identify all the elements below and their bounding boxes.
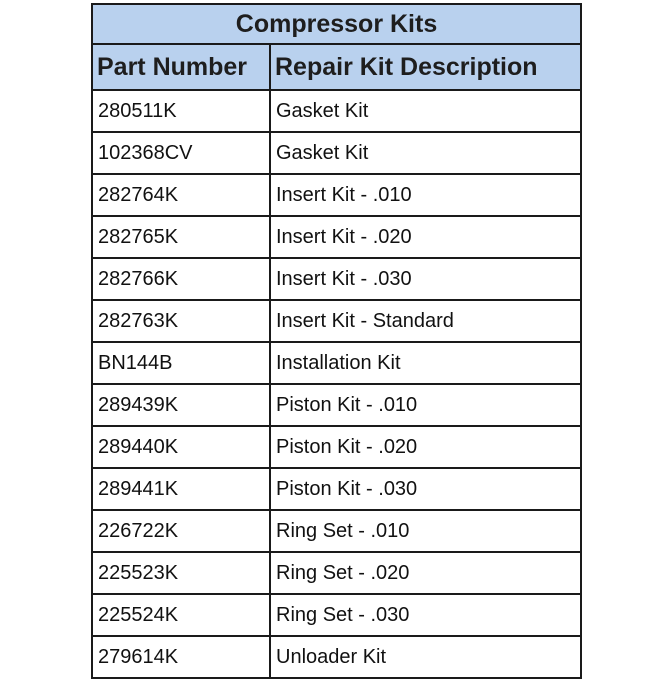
table-row [92, 216, 581, 258]
description-cell: Ring Set - .010 [270, 510, 581, 552]
part-number-cell: BN144B [92, 342, 270, 384]
description-cell: Installation Kit [270, 342, 581, 384]
description-cell: Unloader Kit [270, 636, 581, 678]
part-number-cell: 280511K [92, 90, 270, 132]
part-number-cell: 282763K [92, 300, 270, 342]
table-row [92, 468, 581, 510]
description-cell: Insert Kit - .020 [270, 216, 581, 258]
part-number-cell: 282764K [92, 174, 270, 216]
header-description: Repair Kit Description [270, 44, 581, 90]
part-number-cell: 289440K [92, 426, 270, 468]
table-row [92, 300, 581, 342]
part-number-cell: 282765K [92, 216, 270, 258]
header-part-number: Part Number [92, 44, 270, 90]
part-number-cell: 282766K [92, 258, 270, 300]
table-row [92, 384, 581, 426]
part-number-cell: 279614K [92, 636, 270, 678]
part-number-cell: 289439K [92, 384, 270, 426]
description-cell: Gasket Kit [270, 90, 581, 132]
part-number-cell: 226722K [92, 510, 270, 552]
table-row [92, 510, 581, 552]
table-row [92, 594, 581, 636]
description-cell: Ring Set - .030 [270, 594, 581, 636]
table-row [92, 258, 581, 300]
part-number-cell: 225523K [92, 552, 270, 594]
description-cell: Piston Kit - .020 [270, 426, 581, 468]
table-row [92, 90, 581, 132]
description-cell: Ring Set - .020 [270, 552, 581, 594]
title-row [92, 4, 581, 44]
header-row [92, 44, 581, 90]
description-cell: Gasket Kit [270, 132, 581, 174]
table-row [92, 174, 581, 216]
table-row [92, 342, 581, 384]
description-cell: Insert Kit - .030 [270, 258, 581, 300]
table-row [92, 552, 581, 594]
part-number-cell: 289441K [92, 468, 270, 510]
table-row [92, 426, 581, 468]
description-cell: Insert Kit - Standard [270, 300, 581, 342]
description-cell: Piston Kit - .030 [270, 468, 581, 510]
table-row [92, 132, 581, 174]
part-number-cell: 225524K [92, 594, 270, 636]
table-row [92, 636, 581, 678]
description-cell: Piston Kit - .010 [270, 384, 581, 426]
description-cell: Insert Kit - .010 [270, 174, 581, 216]
table-title: Compressor Kits [92, 4, 581, 44]
part-number-cell: 102368CV [92, 132, 270, 174]
compressor-kits-table [91, 3, 582, 679]
